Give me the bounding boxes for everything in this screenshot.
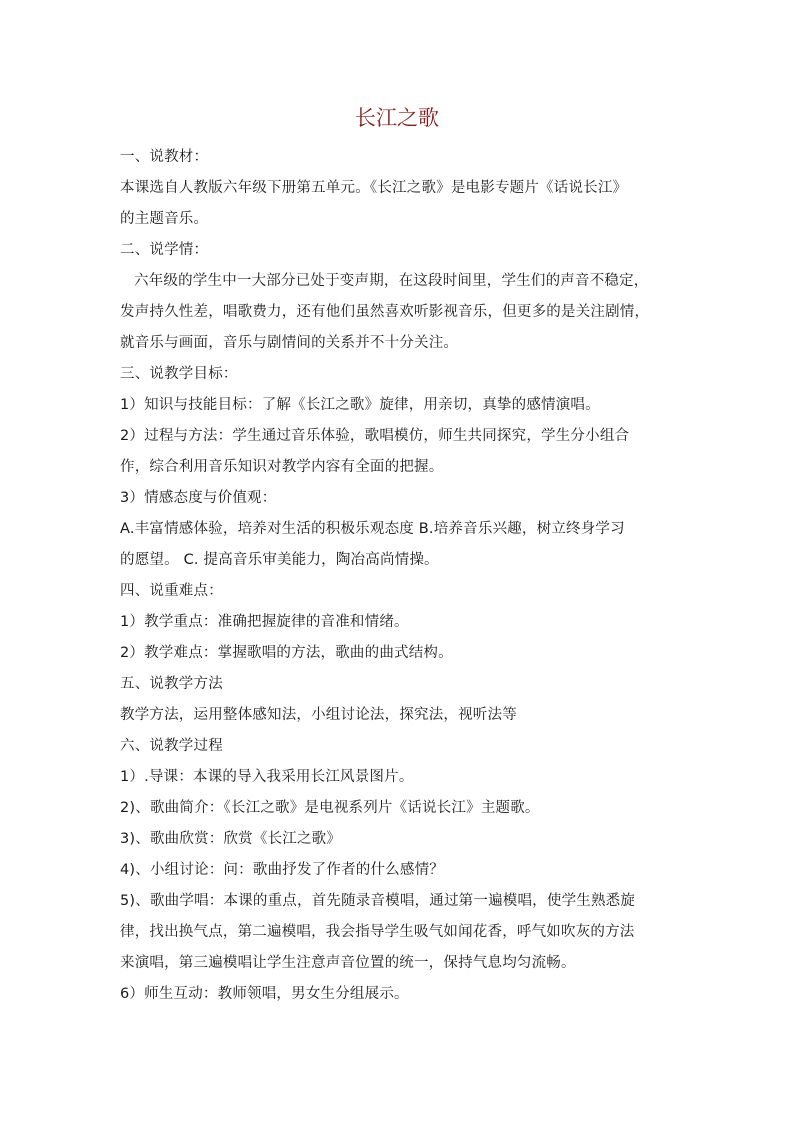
list-item: 1）知识与技能目标：了解《长江之歌》旋律，用亲切，真挚的感情演唱。 xyxy=(120,397,600,413)
paragraph-line: 本课选自人教版六年级下册第五单元。《长江之歌》是电影专题片《话说长江》 xyxy=(120,180,628,196)
section-heading-key-points: 四、说重难点： xyxy=(120,583,223,599)
paragraph-line: 六年级的学生中一大部分已处于变声期，在这段时间里，学生们的声音不稳定， xyxy=(134,273,649,289)
paragraph-line: 律，找出换气点，第二遍模唱，我会指导学生吸气如闻花香，呼气如吹灰的方法 xyxy=(120,924,635,940)
list-item: 2）教学难点：掌握歌唱的方法，歌曲的曲式结构。 xyxy=(120,645,453,661)
section-heading-students: 二、说学情： xyxy=(120,242,209,258)
paragraph-line: 教学方法，运用整体感知法，小组讨论法，探究法，视听法等 xyxy=(120,707,517,723)
list-item: 1）.导课：本课的导入我采用长江风景图片。 xyxy=(120,769,414,785)
list-item: 1）教学重点：准确把握旋律的音准和情绪。 xyxy=(120,614,409,630)
list-item: 4)、小组讨论：问：歌曲抒发了作者的什么感情？ xyxy=(120,862,444,878)
paragraph-line: 来演唱，第三遍模唱让学生注意声音位置的统一，保持气息均匀流畅。 xyxy=(120,955,576,971)
section-heading-methods: 五、说教学方法 xyxy=(120,676,223,692)
list-item: 5)、歌曲学唱：本课的重点，首先随录音模唱，通过第一遍模唱，使学生熟悉旋 xyxy=(120,893,636,909)
paragraph-line: A.丰富情感体验，培养对生活的积极乐观态度 B.培养音乐兴趣，树立终身学习 xyxy=(120,521,625,537)
list-item: 6）师生互动：教师领唱，男女生分组展示。 xyxy=(120,986,409,1002)
paragraph-line: 的主题音乐。 xyxy=(120,211,209,227)
paragraph-line: 的愿望。 C. 提高音乐审美能力，陶冶高尚情操。 xyxy=(120,552,439,568)
paragraph-line: 就音乐与画面，音乐与剧情间的关系并不十分关注。 xyxy=(120,335,459,351)
list-item: 2)、歌曲简介：《长江之歌》是电视系列片《话说长江》主题歌。 xyxy=(120,800,540,816)
section-heading-objectives: 三、说教学目标： xyxy=(120,366,238,382)
paragraph-line: 发声持久性差，唱歌费力，还有他们虽然喜欢听影视音乐，但更多的是关注剧情， xyxy=(120,304,650,320)
section-heading-materials: 一、说教材： xyxy=(120,149,209,165)
section-heading-process: 六、说教学过程 xyxy=(120,738,223,754)
paragraph-line: 作，综合利用音乐知识对教学内容有全面的把握。 xyxy=(120,459,444,475)
document-body xyxy=(120,142,680,1010)
list-item: 3）情感态度与价值观： xyxy=(120,490,277,506)
document-title: 长江之歌 xyxy=(355,106,439,130)
list-item: 2）过程与方法：学生通过音乐体验，歌唱模仿，师生共同探究，学生分小组合 xyxy=(120,428,630,444)
list-item: 3)、歌曲欣赏：欣赏《长江之歌》 xyxy=(120,831,342,847)
